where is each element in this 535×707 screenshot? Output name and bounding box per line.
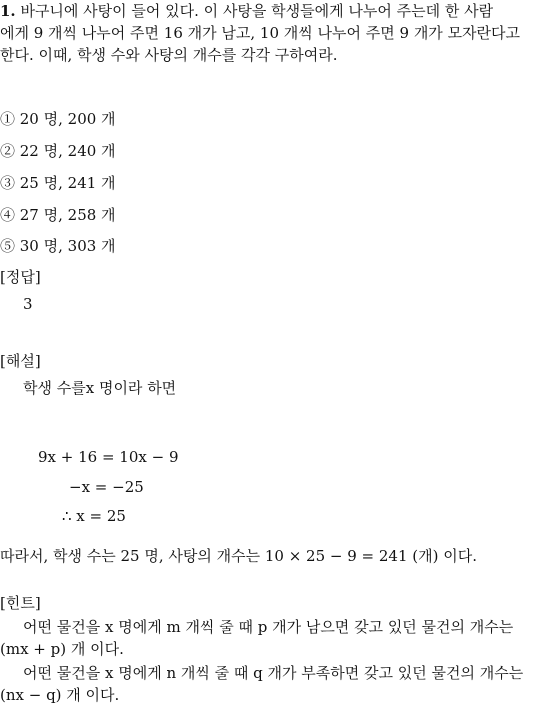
explanation-heading: [해설] — [0, 352, 41, 370]
question-text-1: 바구니에 사탕이 들어 있다. 이 사탕을 학생들에게 나누어 주는데 한 사람 — [20, 2, 494, 20]
hint-line-2a: 어떤 물건을 x 명에게 n 개씩 줄 때 q 개가 부족하면 갖고 있던 물건의 개수는 — [23, 664, 524, 682]
answer-heading: [정답] — [0, 268, 41, 286]
option-5: ⑤ 30 명, 303 개 — [0, 237, 116, 255]
question-number: 1. — [0, 2, 16, 20]
option-3: ③ 25 명, 241 개 — [0, 174, 116, 192]
hint-line-2b: (nx − q) 개 이다. — [0, 686, 120, 704]
answer-value: 3 — [23, 295, 33, 313]
equation-1: 9x + 16 = 10x − 9 — [38, 448, 179, 466]
hint-line-1b: (mx + p) 개 이다. — [0, 640, 124, 658]
option-2: ② 22 명, 240 개 — [0, 142, 116, 160]
question-line-2: 에게 9 개씩 나누어 주면 16 개가 남고, 10 개씩 나누어 주면 9 개가 모자란다고 — [0, 24, 521, 42]
explanation-intro: 학생 수를x 명이라 하면 — [23, 379, 177, 397]
option-1: ① 20 명, 200 개 — [0, 110, 116, 128]
equation-3: ∴ x = 25 — [62, 507, 126, 525]
hint-line-1a: 어떤 물건을 x 명에게 m 개씩 줄 때 p 개가 남으면 갖고 있던 물건의 개수는 — [23, 618, 514, 636]
question-line-1 — [0, 0, 493, 22]
equation-2: −x = −25 — [69, 478, 144, 496]
explanation-conclusion: 따라서, 학생 수는 25 명, 사탕의 개수는 10 × 25 − 9 = 241 (개) 이다. — [0, 547, 478, 565]
question-line-3: 한다. 이때, 학생 수와 사탕의 개수를 각각 구하여라. — [0, 46, 338, 64]
option-4: ④ 27 명, 258 개 — [0, 206, 116, 224]
hint-heading: [힌트] — [0, 594, 41, 612]
